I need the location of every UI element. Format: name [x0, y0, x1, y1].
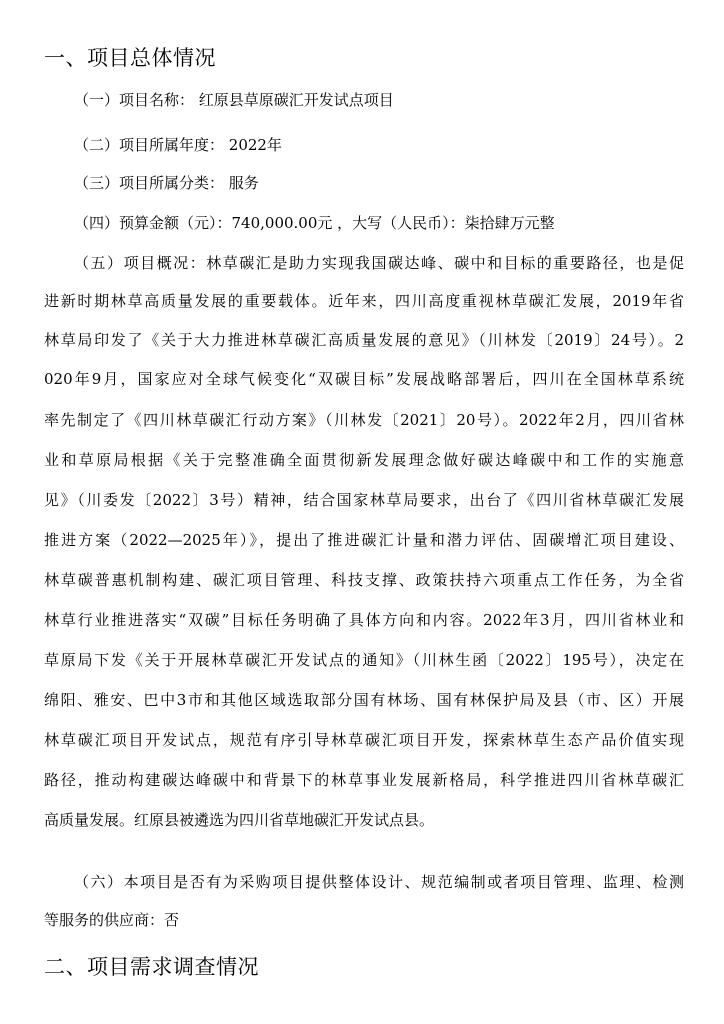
budget-line: （四）预算金额（元）：740,000.00元 ，大写（人民币）：柒拾肆万元整 [74, 214, 555, 232]
overview-line: 路径，推动构建碳达峰碳中和背景下的林草事业发展新格局，科学推进四川省林草碳汇 [44, 771, 684, 789]
section-heading-demand-survey: 二、项目需求调查情况 [44, 955, 259, 979]
overview-line: 高质量发展。红原县被遴选为四川省草地碳汇开发试点县。 [44, 811, 435, 829]
supplier-question-line: 等服务的供应商：否 [44, 911, 180, 929]
overview-line: 林草行业推进落实“双碳”目标任务明确了具体方向和内容。2022年3月，四川省林业和 [44, 611, 684, 629]
project-name-line: （一）项目名称： 红原县草原碳汇开发试点项目 [74, 91, 394, 109]
project-year-line: （二）项目所属年度： 2022年 [74, 136, 282, 154]
overview-line: 业和草原局根据《关于完整准确全面贯彻新发展理念做好碳达峰碳中和工作的实施意 [44, 451, 684, 469]
project-category-line: （三）项目所属分类： 服务 [74, 174, 259, 192]
overview-line: （五）项目概况：林草碳汇是助力实现我国碳达峰、碳中和目标的重要路径，也是促 [74, 254, 684, 272]
overview-line: 草原局下发《关于开展林草碳汇开发试点的通知》（川林生函〔2022〕195号），决定在 [44, 651, 684, 669]
overview-line: 林草局印发了《关于大力推进林草碳汇高质量发展的意见》（川林发〔2019〕24号）。2 [44, 331, 684, 349]
overview-line: 绵阳、雅安、巴中3市和其他区域选取部分国有林场、国有林保护局及县（市、区）开展 [44, 691, 684, 709]
overview-line: 020年9月，国家应对全球气候变化“双碳目标”发展战略部署后，四川在全国林草系统 [44, 370, 684, 388]
supplier-question-line: （六）本项目是否有为采购项目提供整体设计、规范编制或者项目管理、监理、检测 [74, 873, 684, 891]
overview-line: 进新时期林草高质量发展的重要载体。近年来，四川高度重视林草碳汇发展，2019年省 [44, 292, 684, 310]
overview-line: 林草碳普惠机制构建、碳汇项目管理、科技支撑、政策扶持六项重点工作任务，为全省 [44, 571, 684, 589]
overview-line: 林草碳汇项目开发试点，规范有序引导林草碳汇项目开发，探索林草生态产品价值实现 [44, 731, 684, 749]
section-heading-overview: 一、项目总体情况 [44, 46, 216, 70]
overview-line: 推进方案（2022—2025年）》，提出了推进碳汇计量和潜力评估、固碳增汇项目建设、 [44, 531, 684, 549]
overview-line: 率先制定了《四川林草碳汇行动方案》（川林发〔2021〕20号）。2022年2月，四川省林 [44, 411, 684, 429]
overview-line: 见》（川委发〔2022〕3号）精神，结合国家林草局要求，出台了《四川省林草碳汇发展 [44, 491, 684, 509]
